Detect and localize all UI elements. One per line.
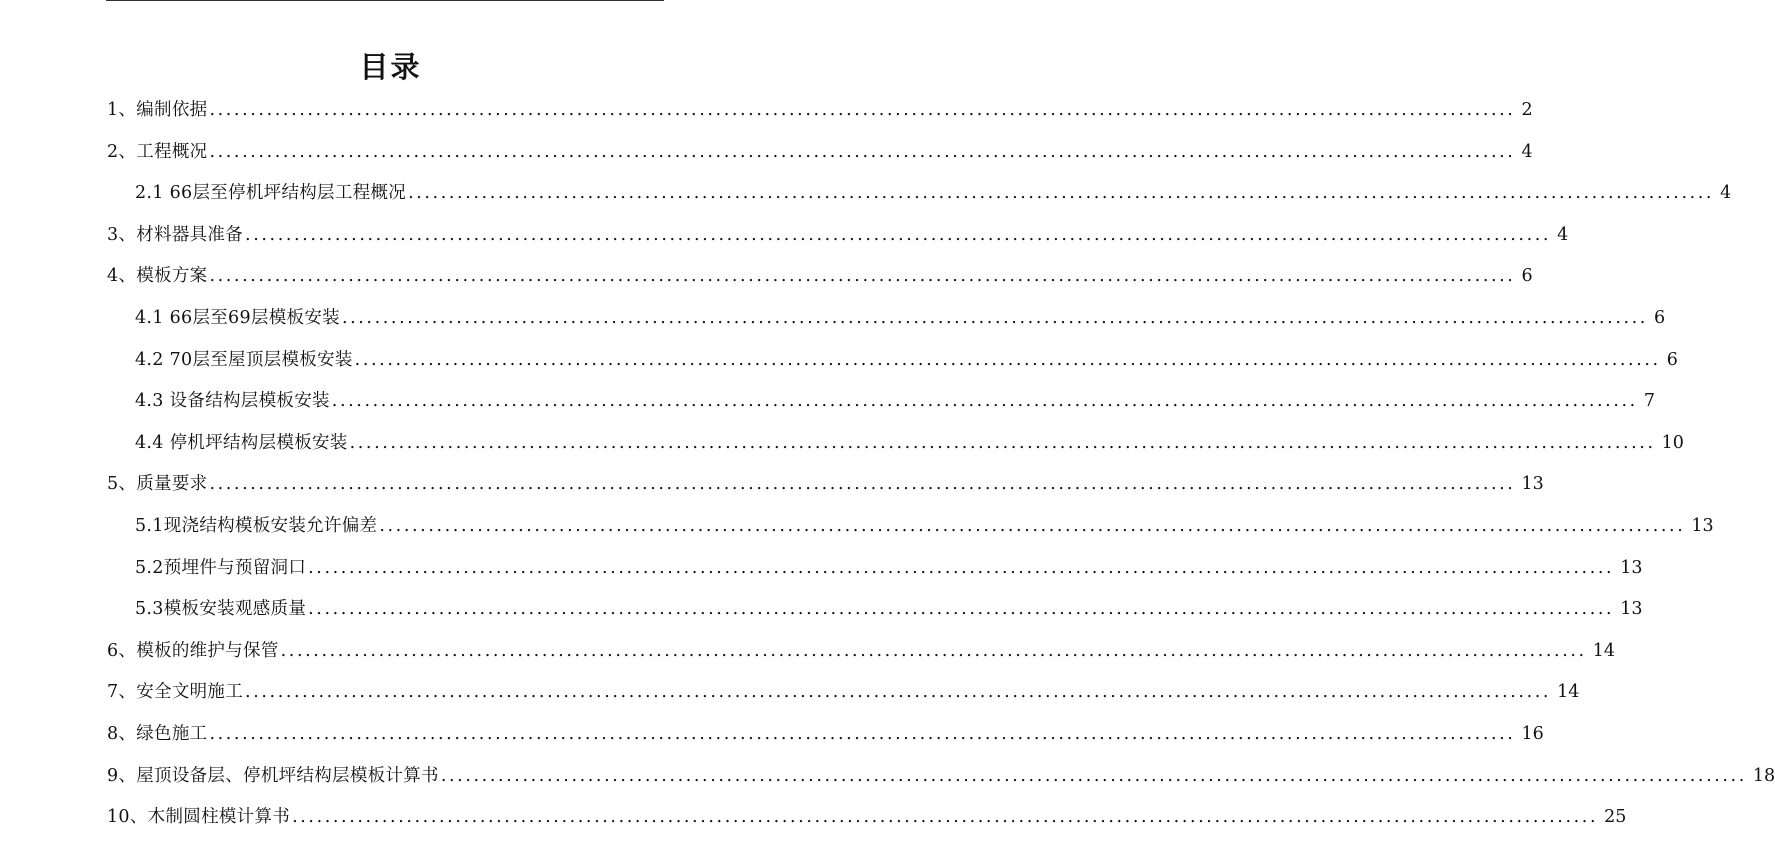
- toc-dot-leader: ................................................................................................................................................................: [308, 557, 1615, 578]
- toc-entry[interactable]: [107, 469, 1544, 499]
- toc-dot-leader: ................................................................................................................................................................: [209, 474, 1516, 495]
- toc-entry-label: 5、质量要求: [107, 474, 208, 495]
- toc-entry[interactable]: [107, 677, 1580, 707]
- toc-entry-page: 14: [1557, 682, 1580, 703]
- toc-entry[interactable]: [135, 345, 1678, 375]
- toc-entry-label: 7、安全文明施工: [107, 682, 244, 703]
- toc-entry-page: 4: [1720, 183, 1732, 204]
- toc-dot-leader: ................................................................................................................................................................: [379, 516, 1686, 536]
- toc-entry-label: 2.1 66层至停机坪结构层工程概况: [135, 183, 407, 204]
- toc-entry-page: 6: [1521, 266, 1533, 287]
- toc-entry-label: 9、屋顶设备层、停机坪结构层模板计算书: [107, 765, 439, 786]
- toc-entry-page: 2: [1521, 100, 1533, 120]
- toc-dot-leader: ................................................................................................................................................................: [331, 391, 1638, 412]
- toc-dot-leader: ................................................................................................................................................................: [440, 765, 1747, 786]
- toc-dot-leader: ................................................................................................................................................................: [292, 807, 1599, 828]
- toc-entry[interactable]: [107, 261, 1533, 291]
- toc-dot-leader: ................................................................................................................................................................: [245, 224, 1552, 245]
- toc-entry-label: 4.2 70层至屋顶层模板安装: [135, 349, 353, 370]
- toc-entry-label: 3、材料器具准备: [107, 224, 244, 245]
- toc-entry[interactable]: [135, 386, 1655, 416]
- toc-dot-leader: ................................................................................................................................................................: [280, 640, 1587, 661]
- toc-entry[interactable]: [107, 636, 1615, 666]
- toc-entry-page: 7: [1643, 391, 1655, 412]
- toc-dot-leader: ................................................................................................................................................................: [341, 308, 1648, 328]
- toc-entry[interactable]: [107, 761, 1775, 791]
- toc-dot-leader: ................................................................................................................................................................: [308, 599, 1615, 620]
- toc-entry-page: 6: [1666, 349, 1678, 370]
- toc-entry[interactable]: [107, 719, 1544, 749]
- toc-entry-page: 18: [1752, 765, 1775, 786]
- toc-entry[interactable]: [107, 802, 1627, 832]
- toc-dot-leader: ................................................................................................................................................................: [209, 724, 1516, 744]
- toc-entry-page: 6: [1653, 308, 1666, 328]
- toc-entry[interactable]: [107, 220, 1569, 250]
- toc-entry-label: 4.1 66层至69层模板安装: [135, 308, 340, 328]
- toc-dot-leader: ................................................................................................................................................................: [245, 682, 1552, 703]
- toc-title: 目录: [359, 50, 422, 84]
- toc-dot-leader: ................................................................................................................................................................: [209, 100, 1516, 120]
- toc-entry[interactable]: [135, 303, 1666, 333]
- toc-entry-page: 4: [1521, 141, 1533, 162]
- toc-entry-label: 4.3 设备结构层模板安装: [135, 391, 330, 412]
- toc-dot-leader: ................................................................................................................................................................: [209, 141, 1516, 162]
- toc-entry-page: 25: [1604, 807, 1627, 828]
- toc-dot-leader: ................................................................................................................................................................: [408, 183, 1715, 204]
- toc-entry[interactable]: [135, 553, 1643, 583]
- toc-entry-page: 10: [1661, 432, 1684, 453]
- toc-dot-leader: ................................................................................................................................................................: [209, 266, 1516, 287]
- toc-dot-leader: ................................................................................................................................................................: [354, 349, 1661, 370]
- toc-entry[interactable]: [135, 594, 1643, 624]
- toc-entry-label: 10、木制圆柱模计算书: [107, 807, 291, 828]
- toc-dot-leader: ................................................................................................................................................................: [349, 432, 1656, 453]
- toc-entry[interactable]: [135, 178, 1732, 208]
- toc-entry-page: 13: [1620, 599, 1643, 620]
- toc-entry-page: 14: [1592, 640, 1615, 661]
- toc-entry-page: 13: [1620, 557, 1643, 578]
- toc-entry-page: 4: [1557, 224, 1569, 245]
- toc-entry-label: 5.3模板安装观感质量: [135, 599, 307, 620]
- toc-entry-label: 4、模板方案: [107, 266, 208, 287]
- toc-entry-label: 8、绿色施工: [107, 724, 208, 744]
- toc-entry-label: 1、编制依据: [107, 100, 208, 120]
- toc-entry[interactable]: [135, 428, 1684, 458]
- toc-entry-page: 16: [1521, 724, 1544, 744]
- toc-entry-page: 13: [1691, 516, 1714, 536]
- toc-entry-label: 6、模板的维护与保管: [107, 640, 279, 661]
- toc-entry[interactable]: [107, 137, 1533, 167]
- toc-entry-label: 2、工程概况: [107, 141, 208, 162]
- toc-entry-page: 13: [1521, 474, 1544, 495]
- toc-entry-label: 5.1现浇结构模板安装允许偏差: [135, 516, 378, 536]
- toc-entry[interactable]: [107, 95, 1533, 125]
- toc-entry-label: 4.4 停机坪结构层模板安装: [135, 432, 348, 453]
- toc-entry[interactable]: [135, 511, 1714, 541]
- toc-entry-label: 5.2预埋件与预留洞口: [135, 557, 307, 578]
- page-top-rule: [106, 0, 664, 1]
